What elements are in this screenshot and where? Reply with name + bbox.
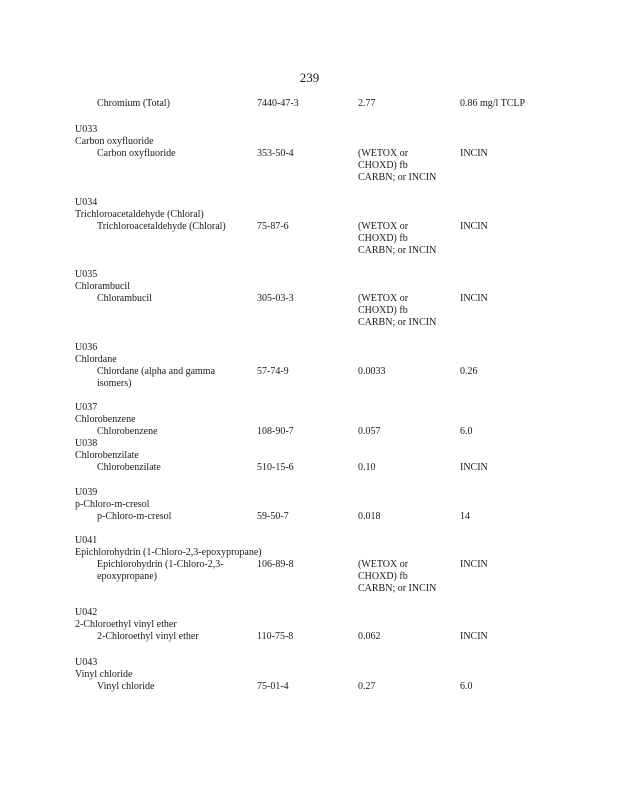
cas-number: 110-75-8 <box>257 631 294 642</box>
wastewater-standard: CARBN; or INCIN <box>358 172 437 183</box>
constituent-name: Vinyl chloride <box>97 681 155 692</box>
waste-group-name: Carbon oxyfluoride <box>75 136 154 147</box>
page-number: 239 <box>299 70 320 85</box>
nonwastewater-standard: INCIN <box>460 221 488 232</box>
nonwastewater-standard: 14 <box>460 511 470 522</box>
waste-group-name: 2-Chloroethyl vinyl ether <box>75 619 177 630</box>
wastewater-standard: CARBN; or INCIN <box>358 317 437 328</box>
wastewater-standard: (WETOX or <box>358 293 409 304</box>
constituent-name: Chlordane (alpha and gamma <box>97 366 216 377</box>
waste-group-name: Chlordane <box>75 354 117 365</box>
nonwastewater-standard: 6.0 <box>460 426 473 437</box>
waste-code: U036 <box>75 342 98 353</box>
wastewater-standard: (WETOX or <box>358 559 409 570</box>
waste-code: U037 <box>75 402 98 413</box>
wastewater-standard: 0.27 <box>358 681 376 692</box>
wastewater-standard: 0.0033 <box>358 366 386 377</box>
nonwastewater-standard: INCIN <box>460 462 488 473</box>
waste-code: U042 <box>75 607 98 618</box>
constituent-name: Trichloroacetaldehyde (Chloral) <box>97 221 226 232</box>
waste-code: U033 <box>75 124 98 135</box>
constituent-name: isomers) <box>97 378 132 389</box>
cas-number: 510-15-6 <box>257 462 294 473</box>
waste-group-name: p-Chloro-m-cresol <box>75 499 150 510</box>
nonwastewater-standard: INCIN <box>460 631 488 642</box>
wastewater-standard: (WETOX or <box>358 221 409 232</box>
cas-number: 353-50-4 <box>257 148 294 159</box>
nonwastewater-standard: INCIN <box>460 293 488 304</box>
wastewater-standard: CHOXD) fb <box>358 233 408 244</box>
waste-group-name: Chlorobenzene <box>75 414 136 425</box>
cas-number: 106-89-8 <box>257 559 294 570</box>
constituent-name: epoxypropane) <box>97 571 157 582</box>
waste-group-name: Vinyl chloride <box>75 669 133 680</box>
waste-code: U043 <box>75 657 98 668</box>
wastewater-standard: 0.057 <box>358 426 381 437</box>
wastewater-standard: 0.062 <box>358 631 381 642</box>
wastewater-standard: 2.77 <box>358 98 376 109</box>
wastewater-standard: CHOXD) fb <box>358 571 408 582</box>
constituent-name: p-Chloro-m-cresol <box>97 511 172 522</box>
constituent-name: 2-Chloroethyl vinyl ether <box>97 631 199 642</box>
cas-number: 75-87-6 <box>257 221 289 232</box>
constituent-name: Chlorobenzilate <box>97 462 161 473</box>
constituent-name: Carbon oxyfluoride <box>97 148 176 159</box>
wastewater-standard: CARBN; or INCIN <box>358 245 437 256</box>
cas-number: 108-90-7 <box>257 426 294 437</box>
cas-number: 7440-47-3 <box>257 98 299 109</box>
waste-group-name: Epichlorohydrin (1-Chloro-2,3-epoxypropane) <box>75 547 262 558</box>
waste-group-name: Chlorobenzilate <box>75 450 139 461</box>
cas-number: 59-50-7 <box>257 511 289 522</box>
nonwastewater-standard: INCIN <box>460 559 488 570</box>
wastewater-standard: CARBN; or INCIN <box>358 583 437 594</box>
nonwastewater-standard: 0.26 <box>460 366 478 377</box>
waste-code: U038 <box>75 438 98 449</box>
nonwastewater-standard: 0.86 mg/l TCLP <box>460 98 526 109</box>
nonwastewater-standard: INCIN <box>460 148 488 159</box>
waste-code: U041 <box>75 535 98 546</box>
constituent-name: Chlorobenzene <box>97 426 158 437</box>
wastewater-standard: CHOXD) fb <box>358 160 408 171</box>
waste-code: U035 <box>75 269 98 280</box>
constituent-name: Chlorambucil <box>97 293 152 304</box>
wastewater-standard: 0.018 <box>358 511 381 522</box>
constituent-name: Chromium (Total) <box>97 98 170 109</box>
wastewater-standard: (WETOX or <box>358 148 409 159</box>
cas-number: 305-03-3 <box>257 293 294 304</box>
constituent-name: Epichlorohydrin (1-Chloro-2,3- <box>97 559 224 570</box>
cas-number: 75-01-4 <box>257 681 289 692</box>
waste-group-name: Chlorambucil <box>75 281 130 292</box>
waste-code: U034 <box>75 197 98 208</box>
nonwastewater-standard: 6.0 <box>460 681 473 692</box>
waste-code: U039 <box>75 487 98 498</box>
cas-number: 57-74-9 <box>257 366 289 377</box>
wastewater-standard: CHOXD) fb <box>358 305 408 316</box>
wastewater-standard: 0.10 <box>358 462 376 473</box>
waste-group-name: Trichloroacetaldehyde (Chloral) <box>75 209 204 220</box>
